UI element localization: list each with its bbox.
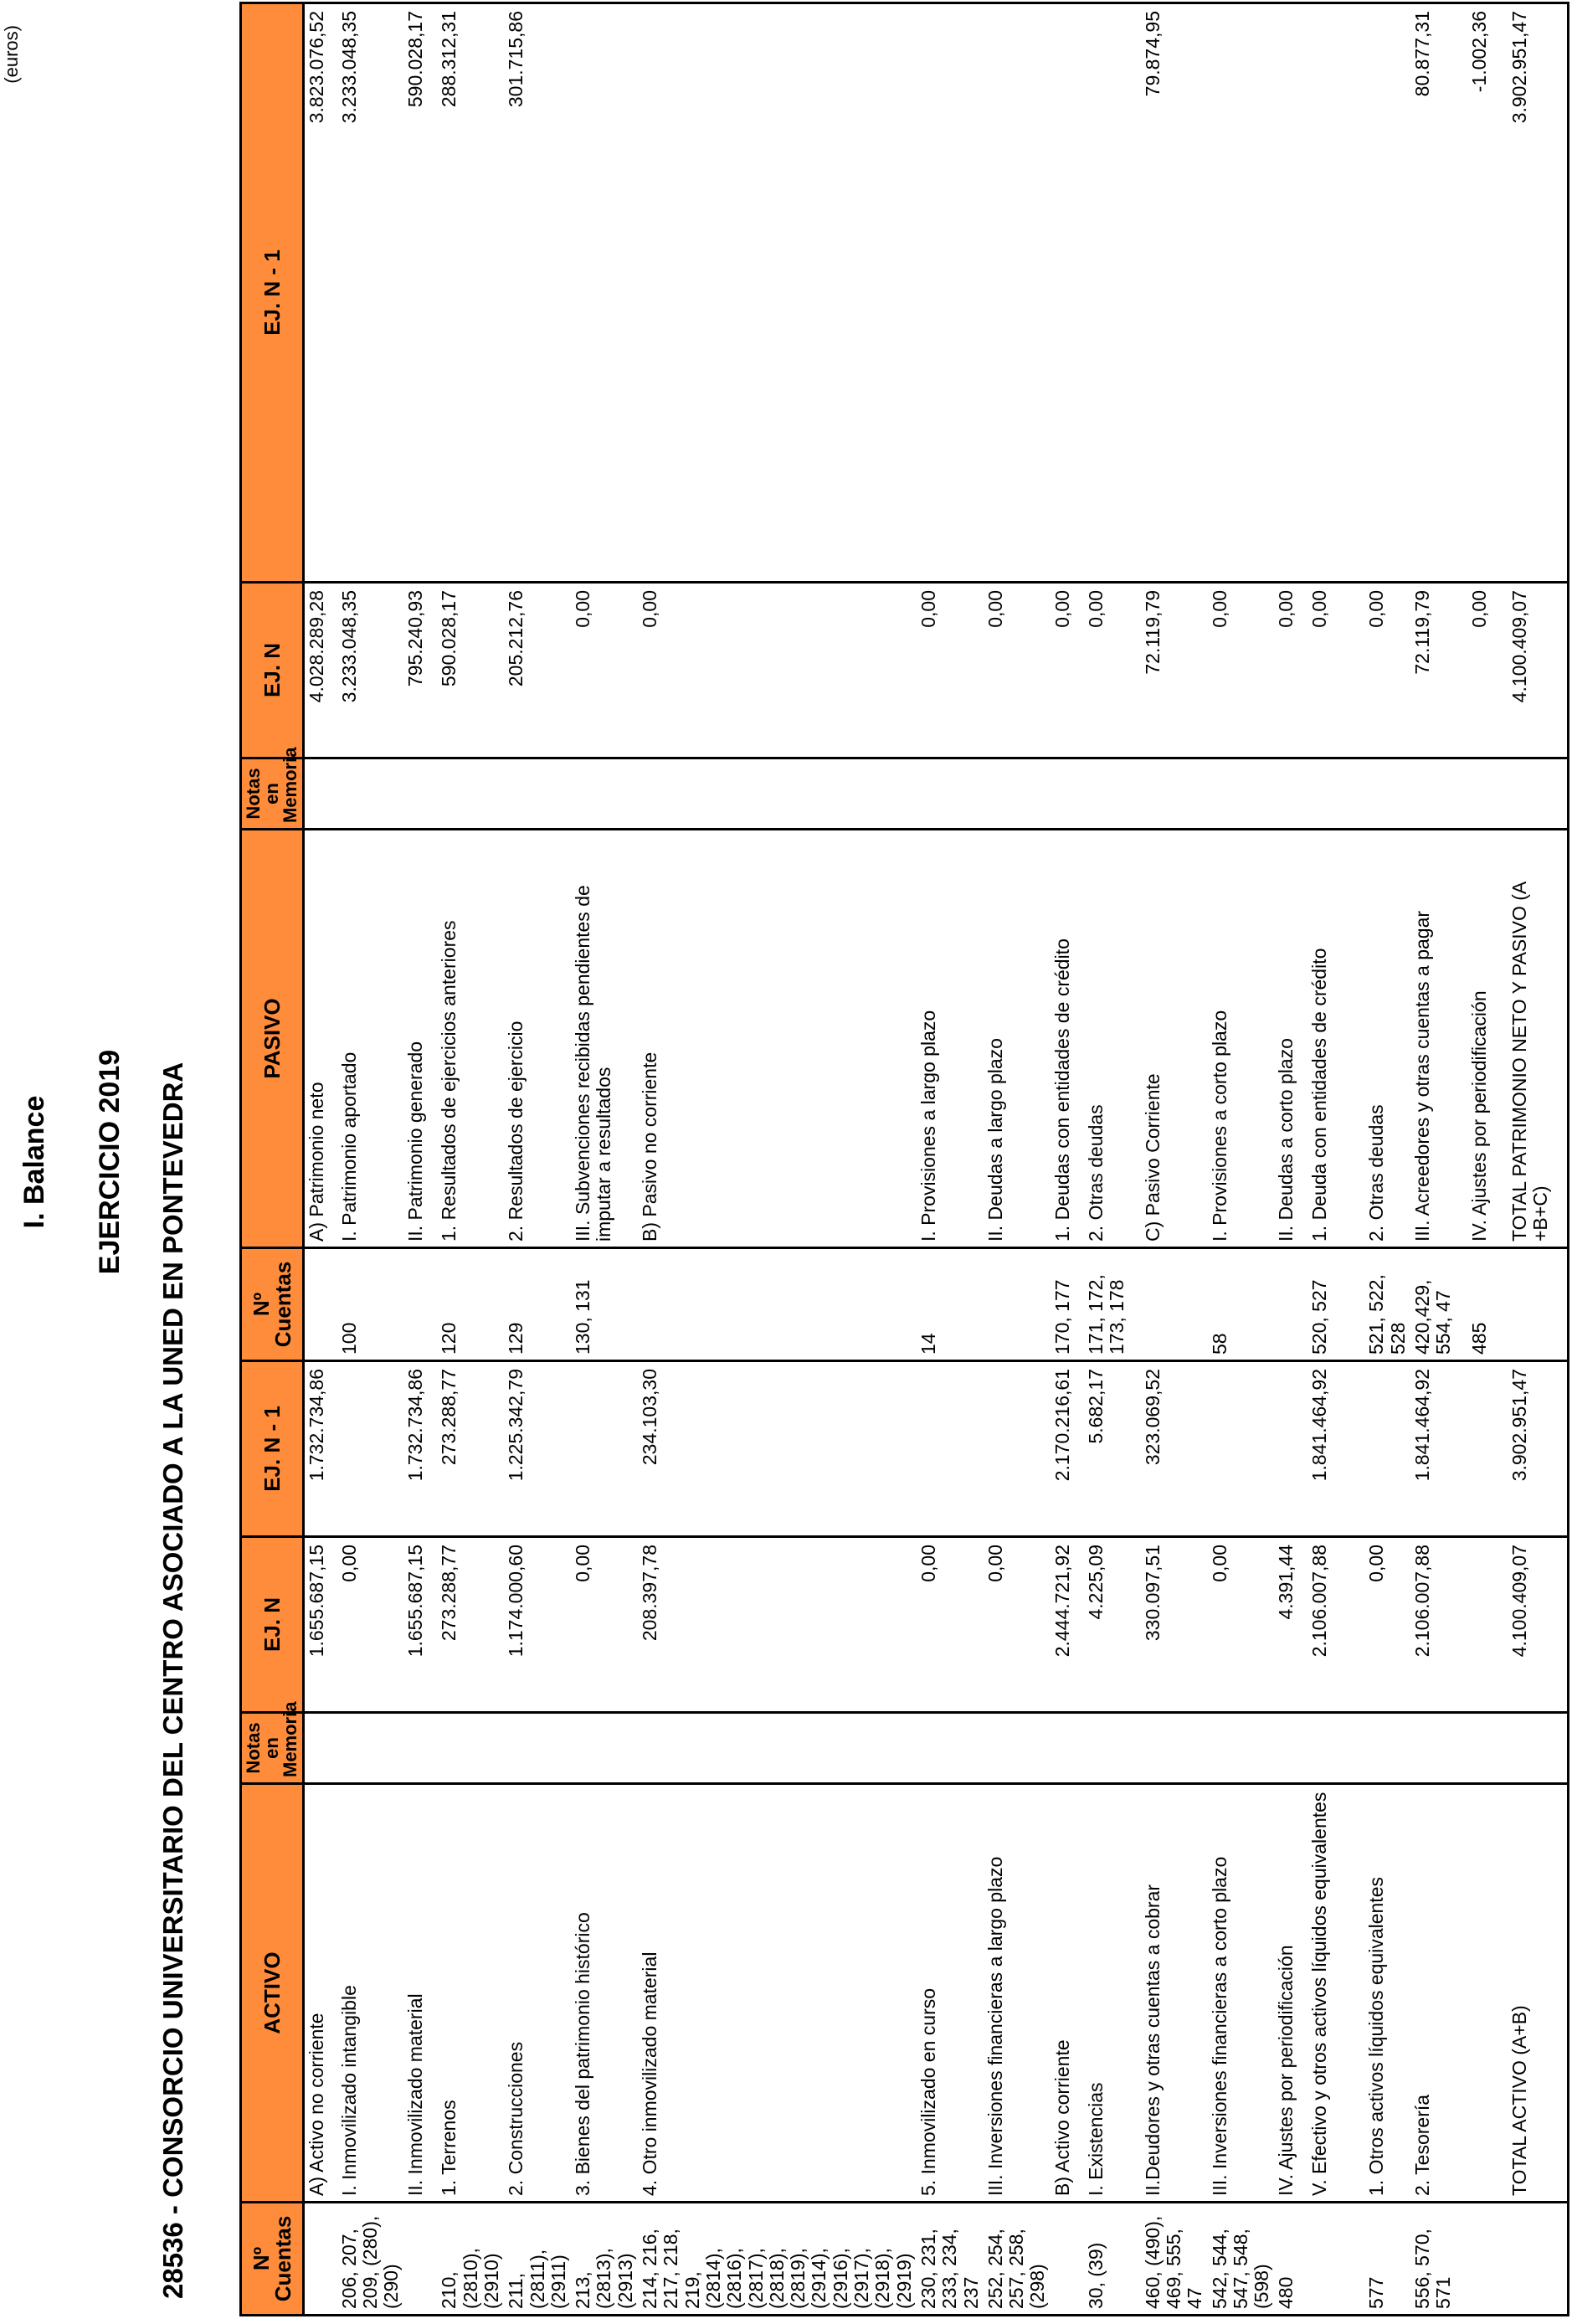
pasivo-ejn-cell: 0,00	[1307, 583, 1364, 758]
activo-cuentas-cell	[304, 2203, 337, 2316]
pasivo-ejn1-cell: 3.823.076,52	[304, 3, 337, 583]
entity-title: 28536 - CONSORCIO UNIVERSITARIO DEL CENTRO ASOCIADO A LA UNED EN PONTEVEDRA	[157, 1062, 188, 2299]
pasivo-concept-cell: I. Provisiones a corto plazo	[1208, 830, 1275, 1248]
activo-ejn-cell: 0,00	[917, 1537, 984, 1713]
table-row	[337, 3, 404, 2316]
pasivo-ejn-cell: 4.100.409,07	[1508, 583, 1568, 758]
pasivo-ejn1-cell	[1050, 3, 1084, 583]
activo-notas-cell	[304, 1713, 337, 1784]
activo-ejn-cell: 2.106.007,88	[1307, 1537, 1364, 1713]
pasivo-concept-cell: I. Patrimonio aportado	[337, 830, 404, 1248]
activo-concept-cell: I. Existencias	[1084, 1784, 1141, 2203]
activo-concept-cell: III. Inversiones financieras a corto plazo	[1208, 1784, 1275, 2203]
pasivo-cuentas-cell: 120	[437, 1248, 504, 1361]
pasivo-ejn-cell: 205.212,76	[504, 583, 571, 758]
table-row	[1084, 3, 1141, 2316]
pasivo-notas-cell	[1274, 758, 1307, 830]
table-row	[403, 3, 437, 2316]
activo-notas-cell	[437, 1713, 504, 1784]
pasivo-notas-cell	[1364, 758, 1410, 830]
pasivo-ejn1-cell	[571, 3, 638, 583]
activo-cuentas-cell: 460, (490), 469, 555, 47	[1141, 2203, 1208, 2316]
activo-ejn-cell: 0,00	[571, 1537, 638, 1713]
pasivo-ejn1-cell: 288.312,31	[437, 3, 504, 583]
header-activo-ejn: EJ. N	[241, 1537, 304, 1713]
activo-ejn-cell: 4.225,09	[1084, 1537, 1141, 1713]
pasivo-cuentas-cell: 170, 177	[1050, 1248, 1084, 1361]
activo-cuentas-cell: 211, (2811), (2911)	[504, 2203, 571, 2316]
activo-ejn-cell: 208.397,78	[638, 1537, 917, 1713]
exercise-title: EJERCICIO 2019	[94, 1049, 126, 1275]
activo-cuentas-cell: 252, 254, 257, 258, (298)	[984, 2203, 1050, 2316]
activo-notas-cell	[1084, 1713, 1141, 1784]
pasivo-ejn1-cell	[638, 3, 917, 583]
pasivo-cuentas-cell	[403, 1248, 437, 1361]
activo-concept-cell: 4. Otro inmovilizado material	[638, 1784, 917, 2203]
pasivo-ejn-cell: 0,00	[984, 583, 1050, 758]
activo-ejn-cell	[1467, 1537, 1508, 1713]
pasivo-ejn-cell: 72.119,79	[1141, 583, 1208, 758]
pasivo-ejn1-cell	[1274, 3, 1307, 583]
activo-cuentas-cell: 210, (2810), (2910)	[437, 2203, 504, 2316]
activo-ejn1-cell: 2.170.216,61	[1050, 1361, 1084, 1537]
activo-ejn1-cell: 1.732.734,86	[304, 1361, 337, 1537]
activo-ejn1-cell	[1274, 1361, 1307, 1537]
pasivo-notas-cell	[403, 758, 437, 830]
pasivo-concept-cell: IV. Ajustes por periodificación	[1467, 830, 1508, 1248]
table-row	[1141, 3, 1208, 2316]
header-pasivo-cuentas: Nº Cuentas	[241, 1248, 304, 1361]
pasivo-concept-cell: III. Acreedores y otras cuentas a pagar	[1410, 830, 1467, 1248]
pasivo-ejn1-cell: 590.028,17	[403, 3, 437, 583]
activo-ejn1-cell	[1467, 1361, 1508, 1537]
currency-unit: (euros)	[1, 25, 22, 84]
header-pasivo-notas: Notas en Memoria	[241, 758, 304, 830]
activo-notas-cell	[1208, 1713, 1275, 1784]
pasivo-notas-cell	[1208, 758, 1275, 830]
header-activo-ejn1: EJ. N - 1	[241, 1361, 304, 1537]
table-row	[1274, 3, 1307, 2316]
pasivo-cuentas-cell: 521, 522, 528	[1364, 1248, 1410, 1361]
header-pasivo: PASIVO	[241, 830, 304, 1248]
table-row	[1307, 3, 1364, 2316]
activo-ejn-cell: 4.100.409,07	[1508, 1537, 1568, 1713]
activo-concept-cell: II.Deudores y otras cuentas a cobrar	[1141, 1784, 1208, 2203]
pasivo-concept-cell: 2. Otras deudas	[1084, 830, 1141, 1248]
pasivo-notas-cell	[984, 758, 1050, 830]
pasivo-concept-cell: III. Subvenciones recibidas pendientes de imputar a resultados	[571, 830, 638, 1248]
pasivo-notas-cell	[571, 758, 638, 830]
pasivo-ejn1-cell	[1208, 3, 1275, 583]
activo-ejn-cell: 2.106.007,88	[1410, 1537, 1467, 1713]
pasivo-notas-cell	[504, 758, 571, 830]
activo-notas-cell	[1141, 1713, 1208, 1784]
pasivo-notas-cell	[1141, 758, 1208, 830]
pasivo-notas-cell	[1307, 758, 1364, 830]
pasivo-ejn-cell: 72.119,79	[1410, 583, 1467, 758]
activo-notas-cell	[1508, 1713, 1568, 1784]
pasivo-notas-cell	[1084, 758, 1141, 830]
activo-cuentas-cell	[1050, 2203, 1084, 2316]
table-row	[1050, 3, 1084, 2316]
pasivo-cuentas-cell: 100	[337, 1248, 404, 1361]
pasivo-ejn-cell: 0,00	[1364, 583, 1410, 758]
activo-ejn-cell: 0,00	[1364, 1537, 1410, 1713]
pasivo-cuentas-cell: 130, 131	[571, 1248, 638, 1361]
activo-notas-cell	[1467, 1713, 1508, 1784]
pasivo-concept-cell: II. Deudas a largo plazo	[984, 830, 1050, 1248]
activo-cuentas-cell: 556, 570, 571	[1410, 2203, 1467, 2316]
activo-concept-cell: V. Efectivo y otros activos líquidos equivalentes	[1307, 1784, 1364, 2203]
table-row	[984, 3, 1050, 2316]
pasivo-ejn-cell: 0,00	[1050, 583, 1084, 758]
activo-concept-cell: I. Inmovilizado intangible	[337, 1784, 404, 2203]
activo-ejn1-cell: 5.682,17	[1084, 1361, 1141, 1537]
pasivo-ejn-cell: 795.240,93	[403, 583, 437, 758]
pasivo-concept-cell: B) Pasivo no corriente	[638, 830, 917, 1248]
pasivo-notas-cell	[1508, 758, 1568, 830]
activo-ejn-cell: 4.391,44	[1274, 1537, 1307, 1713]
pasivo-concept-cell: 1. Deuda con entidades de crédito	[1307, 830, 1364, 1248]
activo-notas-cell	[984, 1713, 1050, 1784]
table-row	[917, 3, 984, 2316]
activo-notas-cell	[1364, 1713, 1410, 1784]
activo-ejn1-cell	[984, 1361, 1050, 1537]
pasivo-notas-cell	[304, 758, 337, 830]
activo-notas-cell	[504, 1713, 571, 1784]
pasivo-ejn1-cell: -1.002,36	[1467, 3, 1508, 583]
pasivo-concept-cell: A) Patrimonio neto	[304, 830, 337, 1248]
activo-concept-cell: 1. Terrenos	[437, 1784, 504, 2203]
activo-notas-cell	[337, 1713, 404, 1784]
pasivo-cuentas-cell: 420,429, 554, 47	[1410, 1248, 1467, 1361]
table-row	[1508, 3, 1568, 2316]
header-row	[241, 3, 304, 2316]
activo-ejn1-cell: 1.841.464,92	[1410, 1361, 1467, 1537]
header-activo-cuentas: Nº Cuentas	[241, 2203, 304, 2316]
pasivo-ejn-cell: 0,00	[1467, 583, 1508, 758]
pasivo-ejn-cell: 590.028,17	[437, 583, 504, 758]
activo-ejn-cell: 273.288,77	[437, 1537, 504, 1713]
pasivo-notas-cell	[1050, 758, 1084, 830]
report-title: I. Balance	[18, 1095, 50, 1229]
activo-ejn1-cell	[917, 1361, 984, 1537]
activo-concept-cell: 3. Bienes del patrimonio histórico	[571, 1784, 638, 2203]
activo-ejn1-cell: 234.103,30	[638, 1361, 917, 1537]
pasivo-ejn1-cell: 301.715,86	[504, 3, 571, 583]
table-row	[571, 3, 638, 2316]
pasivo-concept-cell: 2. Resultados de ejercicio	[504, 830, 571, 1248]
pasivo-cuentas-cell: 485	[1467, 1248, 1508, 1361]
table-row	[504, 3, 571, 2316]
pasivo-cuentas-cell	[638, 1248, 917, 1361]
header-activo: ACTIVO	[241, 1784, 304, 2203]
pasivo-ejn-cell: 0,00	[638, 583, 917, 758]
activo-notas-cell	[917, 1713, 984, 1784]
pasivo-cuentas-cell: 58	[1208, 1248, 1275, 1361]
activo-ejn-cell: 0,00	[1208, 1537, 1275, 1713]
activo-ejn1-cell: 1.732.734,86	[403, 1361, 437, 1537]
activo-ejn1-cell: 3.902.951,47	[1508, 1361, 1568, 1537]
header-activo-notas: Notas en Memoria	[241, 1713, 304, 1784]
pasivo-cuentas-cell	[1508, 1248, 1568, 1361]
pasivo-ejn1-cell: 3.902.951,47	[1508, 3, 1568, 583]
activo-cuentas-cell	[1307, 2203, 1364, 2316]
pasivo-ejn-cell: 0,00	[1208, 583, 1275, 758]
activo-concept-cell: 5. Inmovilizado en curso	[917, 1784, 984, 2203]
pasivo-notas-cell	[437, 758, 504, 830]
activo-notas-cell	[403, 1713, 437, 1784]
pasivo-cuentas-cell: 14	[917, 1248, 984, 1361]
activo-cuentas-cell: 213, (2813), (2913)	[571, 2203, 638, 2316]
pasivo-ejn1-cell: 79.874,95	[1141, 3, 1208, 583]
balance-table	[239, 2, 1569, 2316]
pasivo-ejn1-cell: 80.877,31	[1410, 3, 1467, 583]
activo-ejn1-cell: 1.225.342,79	[504, 1361, 571, 1537]
activo-concept-cell: 1. Otros activos líquidos equivalentes	[1364, 1784, 1410, 2203]
activo-concept-cell: A) Activo no corriente	[304, 1784, 337, 2203]
pasivo-cuentas-cell	[304, 1248, 337, 1361]
pasivo-ejn1-cell	[1084, 3, 1141, 583]
activo-concept-cell: B) Activo corriente	[1050, 1784, 1084, 2203]
activo-ejn-cell: 0,00	[337, 1537, 404, 1713]
activo-cuentas-cell: 542, 544, 547, 548, (598)	[1208, 2203, 1275, 2316]
activo-concept-cell: TOTAL ACTIVO (A+B)	[1508, 1784, 1568, 2203]
activo-notas-cell	[638, 1713, 917, 1784]
pasivo-ejn-cell: 0,00	[917, 583, 984, 758]
activo-concept-cell: III. Inversiones financieras a largo plazo	[984, 1784, 1050, 2203]
pasivo-concept-cell: TOTAL PATRIMONIO NETO Y PASIVO (A +B+C)	[1508, 830, 1568, 1248]
pasivo-concept-cell: C) Pasivo Corriente	[1141, 830, 1208, 1248]
activo-cuentas-cell: 480	[1274, 2203, 1307, 2316]
pasivo-ejn1-cell	[1364, 3, 1410, 583]
pasivo-ejn1-cell	[917, 3, 984, 583]
pasivo-cuentas-cell	[1141, 1248, 1208, 1361]
activo-notas-cell	[571, 1713, 638, 1784]
pasivo-ejn1-cell: 3.233.048,35	[337, 3, 404, 583]
activo-ejn1-cell	[1364, 1361, 1410, 1537]
header-pasivo-ejn1: EJ. N - 1	[241, 3, 304, 583]
table-row	[638, 3, 917, 2316]
activo-ejn1-cell: 323.069,52	[1141, 1361, 1208, 1537]
table-row	[1467, 3, 1508, 2316]
pasivo-ejn-cell: 0,00	[1084, 583, 1141, 758]
activo-ejn-cell: 1.655.687,15	[304, 1537, 337, 1713]
pasivo-cuentas-cell: 520, 527	[1307, 1248, 1364, 1361]
activo-notas-cell	[1410, 1713, 1467, 1784]
table-row	[1364, 3, 1410, 2316]
activo-notas-cell	[1050, 1713, 1084, 1784]
pasivo-notas-cell	[1410, 758, 1467, 830]
pasivo-concept-cell: 2. Otras deudas	[1364, 830, 1410, 1248]
pasivo-concept-cell: I. Provisiones a largo plazo	[917, 830, 984, 1248]
activo-ejn1-cell	[571, 1361, 638, 1537]
activo-ejn1-cell: 1.841.464,92	[1307, 1361, 1364, 1537]
header-pasivo-ejn: EJ. N	[241, 583, 304, 758]
activo-ejn-cell: 2.444.721,92	[1050, 1537, 1084, 1713]
pasivo-notas-cell	[638, 758, 917, 830]
activo-cuentas-cell: 214, 216, 217, 218, 219, (2814), (2816), (2817), (2818), (2819), (2914), (2916), (2917), (2918), (2919)	[638, 2203, 917, 2316]
pasivo-concept-cell: II. Patrimonio generado	[403, 830, 437, 1248]
activo-cuentas-cell: 230, 231, 233, 234, 237	[917, 2203, 984, 2316]
activo-cuentas-cell: 206, 207, 209, (280), (290)	[337, 2203, 404, 2316]
activo-ejn-cell: 330.097,51	[1141, 1537, 1208, 1713]
activo-concept-cell: II. Inmovilizado material	[403, 1784, 437, 2203]
activo-cuentas-cell: 577	[1364, 2203, 1410, 2316]
pasivo-notas-cell	[1467, 758, 1508, 830]
activo-concept-cell: 2. Tesorería	[1410, 1784, 1467, 2203]
activo-notas-cell	[1307, 1713, 1364, 1784]
table-row	[437, 3, 504, 2316]
activo-concept-cell: 2. Construcciones	[504, 1784, 571, 2203]
pasivo-ejn1-cell	[1307, 3, 1364, 583]
pasivo-concept-cell: 1. Deudas con entidades de crédito	[1050, 830, 1084, 1248]
pasivo-concept-cell: II. Deudas a corto plazo	[1274, 830, 1307, 1248]
activo-ejn-cell: 1.655.687,15	[403, 1537, 437, 1713]
table-row	[304, 3, 337, 2316]
activo-concept-cell: IV. Ajustes por periodificación	[1274, 1784, 1307, 2203]
pasivo-cuentas-cell	[1274, 1248, 1307, 1361]
pasivo-concept-cell: 1. Resultados de ejercicios anteriores	[437, 830, 504, 1248]
table-row	[1410, 3, 1467, 2316]
activo-cuentas-cell	[1467, 2203, 1508, 2316]
pasivo-ejn-cell: 3.233.048,35	[337, 583, 404, 758]
activo-ejn-cell: 0,00	[984, 1537, 1050, 1713]
pasivo-ejn-cell: 0,00	[1274, 583, 1307, 758]
balance-rows	[304, 3, 1569, 2316]
activo-cuentas-cell	[403, 2203, 437, 2316]
pasivo-ejn-cell: 0,00	[571, 583, 638, 758]
activo-cuentas-cell	[1508, 2203, 1568, 2316]
table-row	[1208, 3, 1275, 2316]
pasivo-ejn1-cell	[984, 3, 1050, 583]
activo-ejn1-cell	[337, 1361, 404, 1537]
pasivo-ejn-cell: 4.028.289,28	[304, 583, 337, 758]
activo-cuentas-cell: 30, (39)	[1084, 2203, 1141, 2316]
activo-ejn1-cell: 273.288,77	[437, 1361, 504, 1537]
pasivo-cuentas-cell	[984, 1248, 1050, 1361]
pasivo-cuentas-cell: 129	[504, 1248, 571, 1361]
activo-concept-cell	[1467, 1784, 1508, 2203]
pasivo-notas-cell	[337, 758, 404, 830]
activo-ejn-cell: 1.174.000,60	[504, 1537, 571, 1713]
pasivo-cuentas-cell: 171, 172, 173, 178	[1084, 1248, 1141, 1361]
activo-notas-cell	[1274, 1713, 1307, 1784]
pasivo-notas-cell	[917, 758, 984, 830]
activo-ejn1-cell	[1208, 1361, 1275, 1537]
